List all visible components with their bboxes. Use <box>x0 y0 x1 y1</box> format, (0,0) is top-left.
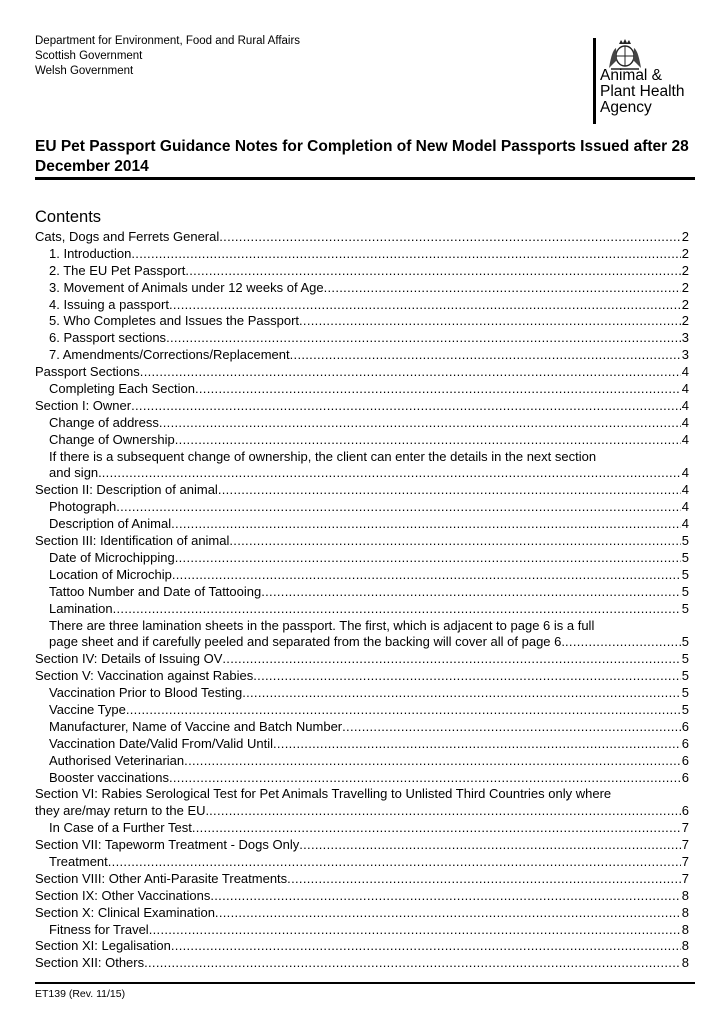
toc-entry[interactable] <box>35 482 689 499</box>
toc-page-number: 4 <box>681 465 689 481</box>
toc-dot-leader <box>149 922 681 939</box>
toc-page-number: 5 <box>681 600 689 616</box>
toc-entry-title: Section IV: Details of Issuing OV <box>35 651 223 667</box>
toc-entry-title: Section VIII: Other Anti-Parasite Treatments <box>35 870 288 886</box>
toc-entry-title: Manufacturer, Name of Vaccine and Batch Number <box>49 718 343 734</box>
toc-entry[interactable] <box>35 668 689 685</box>
toc-page-number: 5 <box>681 583 689 599</box>
toc-dot-leader <box>242 685 681 702</box>
toc-dot-leader <box>169 297 681 314</box>
document-title: EU Pet Passport Guidance Notes for Completion of New Model Passports Issued after 28 December 2014 <box>35 138 689 175</box>
toc-entry-title: Section V: Vaccination against Rabies <box>35 668 254 684</box>
toc-page-number: 6 <box>681 769 689 785</box>
toc-page-number: 2 <box>681 228 689 244</box>
toc-page-number: 2 <box>681 245 689 261</box>
contents-heading: Contents <box>35 208 102 226</box>
toc-entry[interactable] <box>35 398 689 415</box>
toc-dot-leader <box>290 347 681 364</box>
toc-dot-leader <box>131 246 680 263</box>
toc-entry-title: Cats, Dogs and Ferrets General <box>35 228 220 244</box>
toc-dot-leader <box>169 770 681 787</box>
toc-page-number: 5 <box>681 634 689 650</box>
toc-entry[interactable] <box>35 313 689 330</box>
toc-entry[interactable] <box>35 820 689 837</box>
toc-page-number: 4 <box>681 516 689 532</box>
toc-entry[interactable] <box>35 550 689 567</box>
toc-entry-title-continued: and sign. <box>49 465 102 481</box>
toc-entry-title: Section VII: Tapeworm Treatment - Dogs Only <box>35 837 300 853</box>
toc-page-number: 7 <box>681 820 689 836</box>
toc-entry-title: Section XII: Others <box>35 955 145 971</box>
toc-entry-title: Passport Sections <box>35 364 140 380</box>
toc-entry[interactable] <box>35 938 689 955</box>
royal-crest-icon <box>605 38 645 70</box>
toc-page-number: 8 <box>681 921 689 937</box>
toc-page-number: 5 <box>681 566 689 582</box>
toc-entry-title: In Case of a Further Test <box>49 820 192 836</box>
toc-entry-title: 2. The EU Pet Passport <box>49 262 186 278</box>
toc-dot-leader <box>131 398 681 415</box>
toc-dot-leader <box>140 364 681 381</box>
toc-entry[interactable] <box>35 280 689 297</box>
toc-page-number: 4 <box>681 381 689 396</box>
toc-entry[interactable] <box>35 499 689 516</box>
toc-entry-title: Section X: Clinical Examination <box>35 904 215 920</box>
toc-page-number: 5 <box>681 651 689 667</box>
toc-dot-leader <box>144 955 681 972</box>
table-of-contents <box>35 229 689 972</box>
toc-entry-title: Description of Animal <box>49 516 172 532</box>
toc-entry[interactable] <box>35 415 689 432</box>
toc-page-number: 3 <box>681 330 689 346</box>
toc-page-number: 8 <box>681 887 689 903</box>
toc-dot-leader <box>229 533 680 550</box>
toc-dot-leader <box>342 719 681 736</box>
toc-entry[interactable] <box>35 449 689 483</box>
toc-entry-title: Section VI: Rabies Serological Test for Pet Animals Travelling to Unlisted Third Countries only where <box>35 786 612 802</box>
toc-page-number: 7 <box>681 837 689 853</box>
toc-entry-title: Vaccine Type <box>49 701 126 717</box>
toc-entry-title: Vaccination Date/Valid From/Valid Until <box>49 735 273 751</box>
toc-entry-title: Location of Microchip <box>49 566 172 582</box>
toc-dot-leader <box>175 550 681 567</box>
department-welsh-government: Welsh Government <box>35 65 134 77</box>
toc-entry[interactable] <box>35 955 689 972</box>
toc-entry-title: Date of Microchipping <box>49 549 175 565</box>
toc-entry-title: Booster vaccinations <box>49 769 169 785</box>
toc-dot-leader <box>299 313 681 330</box>
toc-entry-title: Completing Each Section <box>49 381 195 396</box>
toc-entry-title: There are three lamination sheets in the passport. The first, which is adjacent to page 6 is a full <box>49 617 595 633</box>
toc-entry[interactable] <box>35 685 689 702</box>
toc-dot-leader <box>166 330 681 347</box>
toc-entry-title-continued: they are/may return to the EU. <box>35 803 210 819</box>
toc-entry-title: Lamination <box>49 600 113 616</box>
toc-entry-title: If there is a subsequent change of ownership, the client can enter the details in the next section <box>49 448 597 464</box>
toc-dot-leader <box>253 668 681 685</box>
toc-entry-title: Fitness for Travel <box>49 921 149 937</box>
toc-page-number: 6 <box>681 752 689 768</box>
toc-entry-title: 5. Who Completes and Issues the Passport <box>49 313 300 329</box>
toc-page-number: 5 <box>681 701 689 717</box>
toc-entry[interactable] <box>35 533 689 550</box>
toc-entry[interactable] <box>35 229 689 246</box>
toc-entry-title: Section XI: Legalisation <box>35 938 171 954</box>
toc-entry-title: Section IX: Other Vaccinations <box>35 887 211 903</box>
toc-page-number: 7 <box>681 853 689 869</box>
toc-dot-leader <box>184 753 681 770</box>
toc-entry[interactable] <box>35 432 689 449</box>
toc-entry-title: Photograph <box>49 499 117 515</box>
toc-dot-leader <box>192 820 681 837</box>
toc-entry-title: 7. Amendments/Corrections/Replacement <box>49 347 290 363</box>
toc-entry-title: Change of address <box>49 414 159 430</box>
title-divider <box>35 177 695 180</box>
toc-page-number: 4 <box>681 364 689 380</box>
toc-page-number: 5 <box>681 533 689 549</box>
toc-page-number: 4 <box>681 431 689 447</box>
footer-divider <box>35 982 695 984</box>
toc-entry[interactable] <box>35 888 689 905</box>
logo-bar <box>593 38 596 124</box>
toc-page-number: 5 <box>681 685 689 701</box>
toc-entry[interactable] <box>35 347 689 364</box>
toc-dot-leader <box>126 702 681 719</box>
toc-dot-leader <box>324 280 681 297</box>
toc-entry[interactable] <box>35 702 689 719</box>
toc-entry-title: Tattoo Number and Date of Tattooing <box>49 583 262 599</box>
toc-entry[interactable] <box>35 618 689 652</box>
toc-entry[interactable] <box>35 837 689 854</box>
toc-entry-title: Section III: Identification of animal <box>35 533 230 549</box>
toc-entry-title: Section I: Owner <box>35 397 132 413</box>
toc-dot-leader <box>159 415 681 432</box>
toc-dot-leader <box>299 837 681 854</box>
toc-page-number: 4 <box>681 414 689 430</box>
toc-page-number: 4 <box>681 499 689 515</box>
toc-entry[interactable] <box>35 871 689 888</box>
toc-entry-title: 1. Introduction <box>49 245 132 261</box>
toc-page-number: 8 <box>681 938 689 954</box>
toc-entry[interactable] <box>35 364 689 381</box>
toc-entry[interactable] <box>35 905 689 922</box>
agency-name: Animal & Plant Health Agency <box>600 67 685 116</box>
toc-dot-leader <box>113 601 681 618</box>
toc-dot-leader <box>102 465 681 482</box>
toc-entry[interactable] <box>35 381 689 398</box>
department-defra: Department for Environment, Food and Rural Affairs <box>35 35 301 47</box>
toc-entry[interactable] <box>35 770 689 787</box>
toc-dot-leader <box>195 381 681 398</box>
toc-page-number: 6 <box>681 803 689 819</box>
toc-dot-leader <box>108 854 681 871</box>
toc-page-number: 8 <box>681 955 689 971</box>
toc-entry[interactable] <box>35 854 689 871</box>
department-list <box>35 34 300 79</box>
toc-dot-leader <box>209 803 681 820</box>
toc-page-number: 4 <box>681 482 689 498</box>
toc-entry[interactable] <box>35 736 689 753</box>
toc-entry[interactable] <box>35 719 689 736</box>
toc-dot-leader <box>219 229 681 246</box>
toc-entry-title: Authorised Veterinarian <box>49 752 185 768</box>
toc-entry-title: Change of Ownership <box>49 431 175 447</box>
apha-logo <box>593 38 693 128</box>
toc-dot-leader <box>210 888 680 905</box>
toc-entry[interactable] <box>35 567 689 584</box>
toc-entry[interactable] <box>35 516 689 533</box>
toc-page-number: 8 <box>681 904 689 920</box>
toc-dot-leader <box>287 871 681 888</box>
toc-page-number: 2 <box>681 313 689 329</box>
toc-dot-leader <box>116 499 681 516</box>
toc-entry[interactable] <box>35 786 689 820</box>
toc-dot-leader <box>172 567 681 584</box>
department-scottish-government: Scottish Government <box>35 50 143 62</box>
toc-page-number: 6 <box>681 735 689 751</box>
toc-dot-leader <box>261 584 681 601</box>
toc-page-number: 2 <box>681 296 689 312</box>
toc-entry-title: Vaccination Prior to Blood Testing <box>49 685 243 701</box>
toc-entry-title: 4. Issuing a passport <box>49 296 169 312</box>
toc-page-number: 7 <box>681 870 689 886</box>
toc-page-number: 2 <box>681 279 689 295</box>
toc-dot-leader <box>171 516 681 533</box>
toc-entry-title: Treatment <box>49 853 108 869</box>
toc-entry-title: 3. Movement of Animals under 12 weeks of Age <box>49 279 324 295</box>
toc-page-number: 5 <box>681 549 689 565</box>
toc-entry[interactable] <box>35 651 689 668</box>
toc-page-number: 5 <box>681 668 689 684</box>
toc-page-number: 6 <box>681 718 689 734</box>
toc-page-number: 2 <box>681 262 689 278</box>
toc-entry[interactable] <box>35 263 689 280</box>
toc-entry[interactable] <box>35 584 689 601</box>
toc-dot-leader <box>218 482 681 499</box>
toc-entry[interactable] <box>35 601 689 618</box>
toc-dot-leader <box>565 634 681 651</box>
toc-dot-leader <box>185 263 680 280</box>
toc-entry-title: Section II: Description of animal <box>35 482 218 498</box>
toc-page-number: 3 <box>681 347 689 363</box>
toc-entry[interactable] <box>35 922 689 939</box>
toc-page-number: 4 <box>681 397 689 413</box>
toc-dot-leader <box>175 432 681 449</box>
toc-dot-leader <box>215 905 681 922</box>
toc-entry[interactable] <box>35 246 689 263</box>
form-reference: ET139 (Rev. 11/15) <box>35 988 126 1000</box>
toc-dot-leader <box>273 736 681 753</box>
toc-dot-leader <box>222 651 680 668</box>
toc-dot-leader <box>171 938 681 955</box>
toc-entry-title-continued: page sheet and if carefully peeled and separated from the backing will cover all of page 6. <box>49 634 565 650</box>
toc-entry[interactable] <box>35 297 689 314</box>
toc-entry[interactable] <box>35 330 689 347</box>
toc-entry[interactable] <box>35 753 689 770</box>
toc-entry-title: 6. Passport sections <box>49 330 167 346</box>
